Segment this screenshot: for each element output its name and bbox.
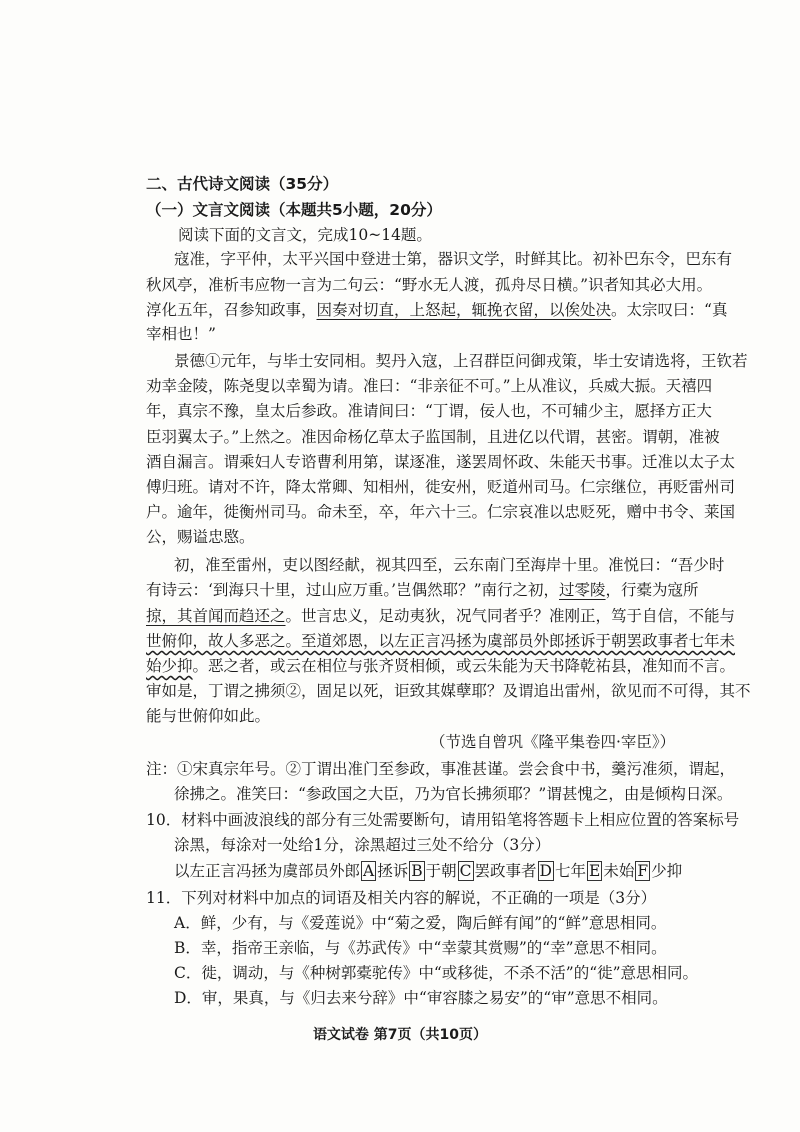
passage-p1-line4: 宰相也！” [146, 325, 216, 343]
option-c[interactable]: C．徙，调动，与《种树郭橐驼传》中“或移徙，不杀不活”的“徙”意思相同。 [174, 964, 699, 982]
question-10-answer-line [174, 860, 682, 882]
text-span: 淳化五年，召参知政事， [146, 301, 317, 319]
underlined-phrase: 因奏对切直，上怒起，辄挽衣留，以俟处决 [316, 301, 612, 319]
passage-p1-line2: 秋风亭，准析韦应物一言为二句云：“野水无人渡，孤舟尽日横。”识者知其必大用。 [146, 276, 713, 294]
text-span: 。世言忠义，足动夷狄，况气同者乎？准刚正，笃于自信，不能与 [285, 607, 736, 625]
break-mark-f[interactable]: F [637, 862, 649, 880]
question-10-line1: 10．材料中画波浪线的部分有三处需要断句，请用铅笔将答题卡上相应位置的答案标号 [146, 811, 740, 829]
question-10-line2: 涂黑，每涂对一处给1分，涂黑超过三处不给分（3分） [174, 836, 551, 854]
passage-p1-line1: 寇准，字平仲，太平兴国中登进士第，器识文学，时鲜其比。初补巴东令，巴东有 [174, 250, 733, 268]
passage-p3-line6: 审如是，丁谓之拂须②，固足以死，讵致其媒孽耶？及谓追出雷州，欲见而不可得，其不 [146, 682, 751, 700]
passage-p2-line2: 劝幸金陵，陈尧叟以幸蜀为请。准曰：“非亲征不可。”上从准议，兵威大振。天禧四 [146, 377, 713, 395]
passage-p2-line1: 景德①元年，与毕士安同相。契丹入寇，上召群臣问御戎策，毕士安请选将，王钦若 [174, 352, 748, 370]
wavy-phrase: 始少抑 [146, 657, 193, 675]
passage-p3-line3 [146, 605, 735, 627]
text-span: 。恶之者，或云在相位与张齐贤相倾，或云朱能为天书降乾祐县，准知而不言。 [192, 657, 736, 675]
section-title: 二、古代诗文阅读（35分） [146, 175, 339, 193]
notes-line2: 徐拂之。准笑曰：“参政国之大臣，乃为官长拂须耶？”谓甚愧之，由是倾构日深。 [174, 785, 733, 803]
break-mark-d[interactable]: D [539, 862, 552, 880]
text-span: 罢政事者 [474, 862, 537, 880]
passage-p2-line8: 公，赐谥忠愍。 [146, 528, 255, 546]
underlined-phrase: 掠，其首闻而趋还之 [146, 607, 286, 625]
passage-p3-line1: 初，准至雷州，吏以图经献，视其四至，云东南门至海岸十里。准悦曰：“吾少时 [174, 556, 725, 574]
passage-p1-line3 [146, 299, 727, 321]
text-span: ，行橐为寇所 [605, 581, 699, 599]
text-span: 拯诉 [377, 862, 409, 880]
passage-p2-line7: 户。逾年，徙衡州司马。命未至，卒，年六十三。仁宗哀准以忠贬死，赠中书令、莱国 [146, 503, 736, 521]
subsection-title: （一）文言文阅读（本题共5小题，20分） [146, 201, 442, 219]
option-a[interactable]: A．鲜，少有，与《爱莲说》中“菊之爱，陶后鲜有闻”的“鲜”意思相同。 [174, 914, 667, 932]
passage-p2-line5: 酒自漏言。谓乘妇人专谘曹利用第，谋逐准，遂罢周怀政、朱能天书事。迁准以太子太 [146, 453, 736, 471]
text-span: 少抑 [651, 862, 683, 880]
page-footer: 语文试卷 第7页（共10页） [312, 1027, 488, 1043]
break-mark-c[interactable]: C [459, 862, 472, 880]
passage-p2-line3: 年，真宗不豫，皇太后参政。准请间曰：“丁谓，佞人也，不可辅少主，愿择方正大 [146, 402, 712, 420]
break-mark-a[interactable]: A [363, 862, 375, 880]
text-span: 于朝 [425, 862, 457, 880]
passage-p2-line4: 臣羽翼太子。”上然之。准因命杨亿草太子监国制，且进亿以代谓，甚密。谓朝，准被 [146, 428, 720, 446]
break-mark-b[interactable]: B [411, 862, 423, 880]
option-d[interactable]: D．审，果真，与《归去来兮辞》中“审容膝之易安”的“审”意思不相同。 [174, 989, 668, 1007]
option-b[interactable]: B．幸，指帝王亲临，与《苏武传》中“幸蒙其赏赐”的“幸”意思不相同。 [174, 939, 667, 957]
text-span: 七年 [554, 862, 586, 880]
text-span: 未始 [603, 862, 635, 880]
instruction: 阅读下面的文言文，完成10~14题。 [178, 226, 432, 244]
text-span: 有诗云：‘到海只十里，过山应万重。’岂偶然耶？”南行之初， [146, 581, 560, 599]
underlined-phrase: 过零陵 [559, 581, 606, 599]
passage-p3-line5 [146, 655, 735, 677]
notes-line1: 注：①宋真宗年号。②丁谓出准门至参政，事准甚谨。尝会食中书，羹污准须，谓起， [146, 760, 736, 778]
passage-p3-line4-wavy: 世俯仰，故人多恶之。至道郊恩，以左正言冯拯为虞部员外郎拯诉于朝罢政事者七年未 [146, 632, 736, 650]
text-span: 。太宗叹曰：“真 [611, 301, 728, 319]
text-span: 以左正言冯拯为虞部员外郎 [174, 862, 361, 880]
passage-p2-line6: 傅归班。请对不许，降太常卿、知相州，徙安州，贬道州司马。仁宗继位，再贬雷州司 [146, 478, 736, 496]
break-mark-e[interactable]: E [588, 862, 601, 880]
source-citation: （节选自曾巩《隆平集卷四·宰臣》） [430, 733, 676, 751]
passage-p3-line2 [146, 579, 699, 601]
passage-p3-line7: 能与世俯仰如此。 [146, 707, 271, 725]
question-11-stem: 11．下列对材料中加点的词语及相关内容的解说，不正确的一项是（3分） [146, 889, 657, 907]
